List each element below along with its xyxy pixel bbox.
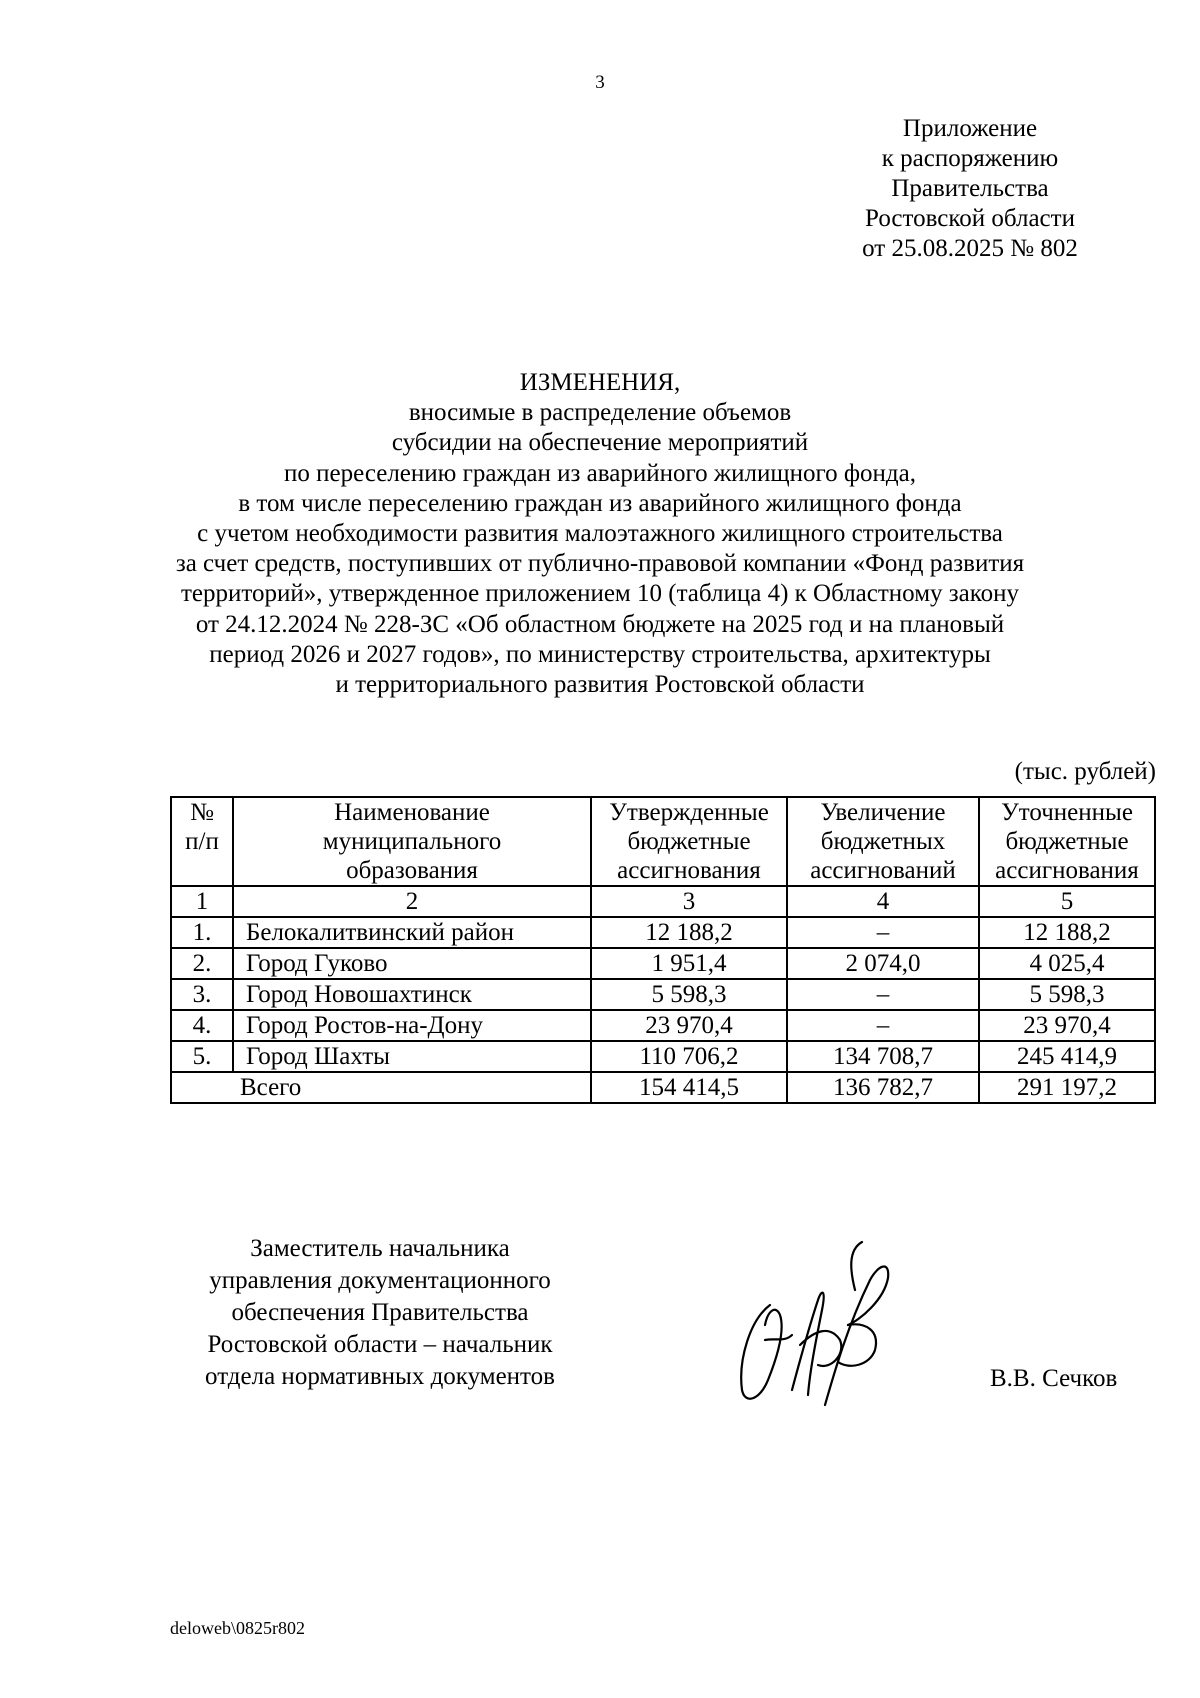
refined-value: 4 025,4	[979, 948, 1155, 979]
title-line: территорий», утвержденное приложением 10 (таблица 4) к Областному закону	[180, 580, 1019, 608]
header-municipality	[233, 797, 591, 886]
header-text: образования	[346, 857, 478, 884]
municipality-name: Город Новошахтинск	[233, 979, 591, 1010]
increase-value: –	[787, 979, 979, 1010]
position-line: Ростовской области – начальник	[207, 1331, 553, 1358]
units-label: (тыс. рублей)	[1014, 758, 1156, 785]
header-text: муниципального	[322, 828, 502, 855]
header-text: бюджетные	[1005, 828, 1129, 855]
header-text: ассигнования	[995, 857, 1139, 884]
appendix-line: Приложение	[902, 115, 1038, 142]
position-line: обеспечения Правительства	[231, 1299, 529, 1326]
header-text: Уточненные	[1001, 799, 1133, 826]
header-text: ассигнований	[810, 857, 956, 884]
header-number	[171, 797, 233, 886]
refined-value: 5 598,3	[979, 979, 1155, 1010]
municipality-name: Белокалитвинский район	[233, 917, 591, 948]
column-number: 2	[233, 886, 591, 917]
signatory-name: В.В. Сечков	[990, 1365, 1118, 1392]
row-number: 5.	[171, 1041, 233, 1072]
header-text: бюджетных	[820, 828, 946, 855]
column-number: 1	[171, 886, 233, 917]
table-row	[171, 1010, 1155, 1041]
header-refined	[979, 797, 1155, 886]
appendix-line: Правительства	[891, 175, 1049, 202]
column-number: 3	[591, 886, 787, 917]
header-increase	[787, 797, 979, 886]
municipality-name: Город Гуково	[233, 948, 591, 979]
row-number: 4.	[171, 1010, 233, 1041]
header-text: Наименование	[334, 799, 490, 826]
document-title	[130, 368, 1070, 700]
total-label: Всего	[171, 1072, 591, 1103]
row-number: 2.	[171, 948, 233, 979]
header-text: Увеличение	[820, 799, 946, 826]
approved-value: 12 188,2	[591, 917, 787, 948]
appendix-line: Ростовской области	[865, 205, 1075, 232]
title-line: по переселению граждан из аварийного жилищного фонда,	[284, 459, 916, 487]
appendix-date-number: от 25.08.2025 № 802	[862, 235, 1078, 262]
increase-value: –	[787, 917, 979, 948]
title-line: от 24.12.2024 № 228-ЗС «Об областном бюджете на 2025 год и на плановый	[195, 610, 1005, 638]
position-line: отдела нормативных документов	[205, 1363, 555, 1390]
page-number: 3	[595, 72, 605, 93]
title-line: субсидии на обеспечение мероприятий	[391, 429, 809, 457]
refined-value: 245 414,9	[979, 1041, 1155, 1072]
title-heading: ИЗМЕНЕНИЯ,	[519, 369, 681, 396]
increase-value: 2 074,0	[787, 948, 979, 979]
approved-value: 5 598,3	[591, 979, 787, 1010]
table-row	[171, 979, 1155, 1010]
municipality-name: Город Ростов-на-Дону	[233, 1010, 591, 1041]
header-approved	[591, 797, 787, 886]
table-row	[171, 917, 1155, 948]
table-row	[171, 948, 1155, 979]
subsidy-table	[170, 796, 1156, 1104]
signatory-position	[170, 1233, 590, 1393]
header-text: п/п	[185, 828, 219, 855]
increase-value: –	[787, 1010, 979, 1041]
title-line: за счет средств, поступивших от публично-правовой компании «Фонд развития	[175, 550, 1025, 578]
refined-value: 23 970,4	[979, 1010, 1155, 1041]
total-refined: 291 197,2	[979, 1072, 1155, 1103]
document-code: deloweb\0825r802	[170, 1618, 305, 1638]
row-number: 3.	[171, 979, 233, 1010]
title-line: период 2026 и 2027 годов», по министерству строительства, архитектуры	[209, 640, 991, 668]
approved-value: 110 706,2	[591, 1041, 787, 1072]
table-header-row	[171, 797, 1155, 886]
table-row	[171, 1041, 1155, 1072]
title-line: с учетом необходимости развития малоэтажного жилищного строительства	[197, 520, 1003, 548]
handwritten-signature	[730, 1230, 900, 1410]
position-line: управления документационного	[209, 1267, 551, 1294]
title-line: вносимые в распределение объемов	[408, 399, 792, 427]
total-approved: 154 414,5	[591, 1072, 787, 1103]
appendix-block	[820, 114, 1120, 264]
municipality-name: Город Шахты	[233, 1041, 591, 1072]
header-text: Утвержденные	[609, 799, 769, 826]
increase-value: 134 708,7	[787, 1041, 979, 1072]
row-number: 1.	[171, 917, 233, 948]
title-line: в том числе переселению граждан из аварийного жилищного фонда	[238, 489, 962, 517]
approved-value: 23 970,4	[591, 1010, 787, 1041]
title-line: и территориального развития Ростовской области	[335, 671, 865, 699]
header-text: №	[190, 799, 214, 826]
column-number-row	[171, 886, 1155, 917]
refined-value: 12 188,2	[979, 917, 1155, 948]
position-line: Заместитель начальника	[250, 1235, 510, 1262]
header-text: ассигнования	[617, 857, 761, 884]
column-number: 5	[979, 886, 1155, 917]
approved-value: 1 951,4	[591, 948, 787, 979]
total-row	[171, 1072, 1155, 1103]
total-increase: 136 782,7	[787, 1072, 979, 1103]
column-number: 4	[787, 886, 979, 917]
appendix-line: к распоряжению	[881, 145, 1059, 172]
header-text: бюджетные	[627, 828, 751, 855]
